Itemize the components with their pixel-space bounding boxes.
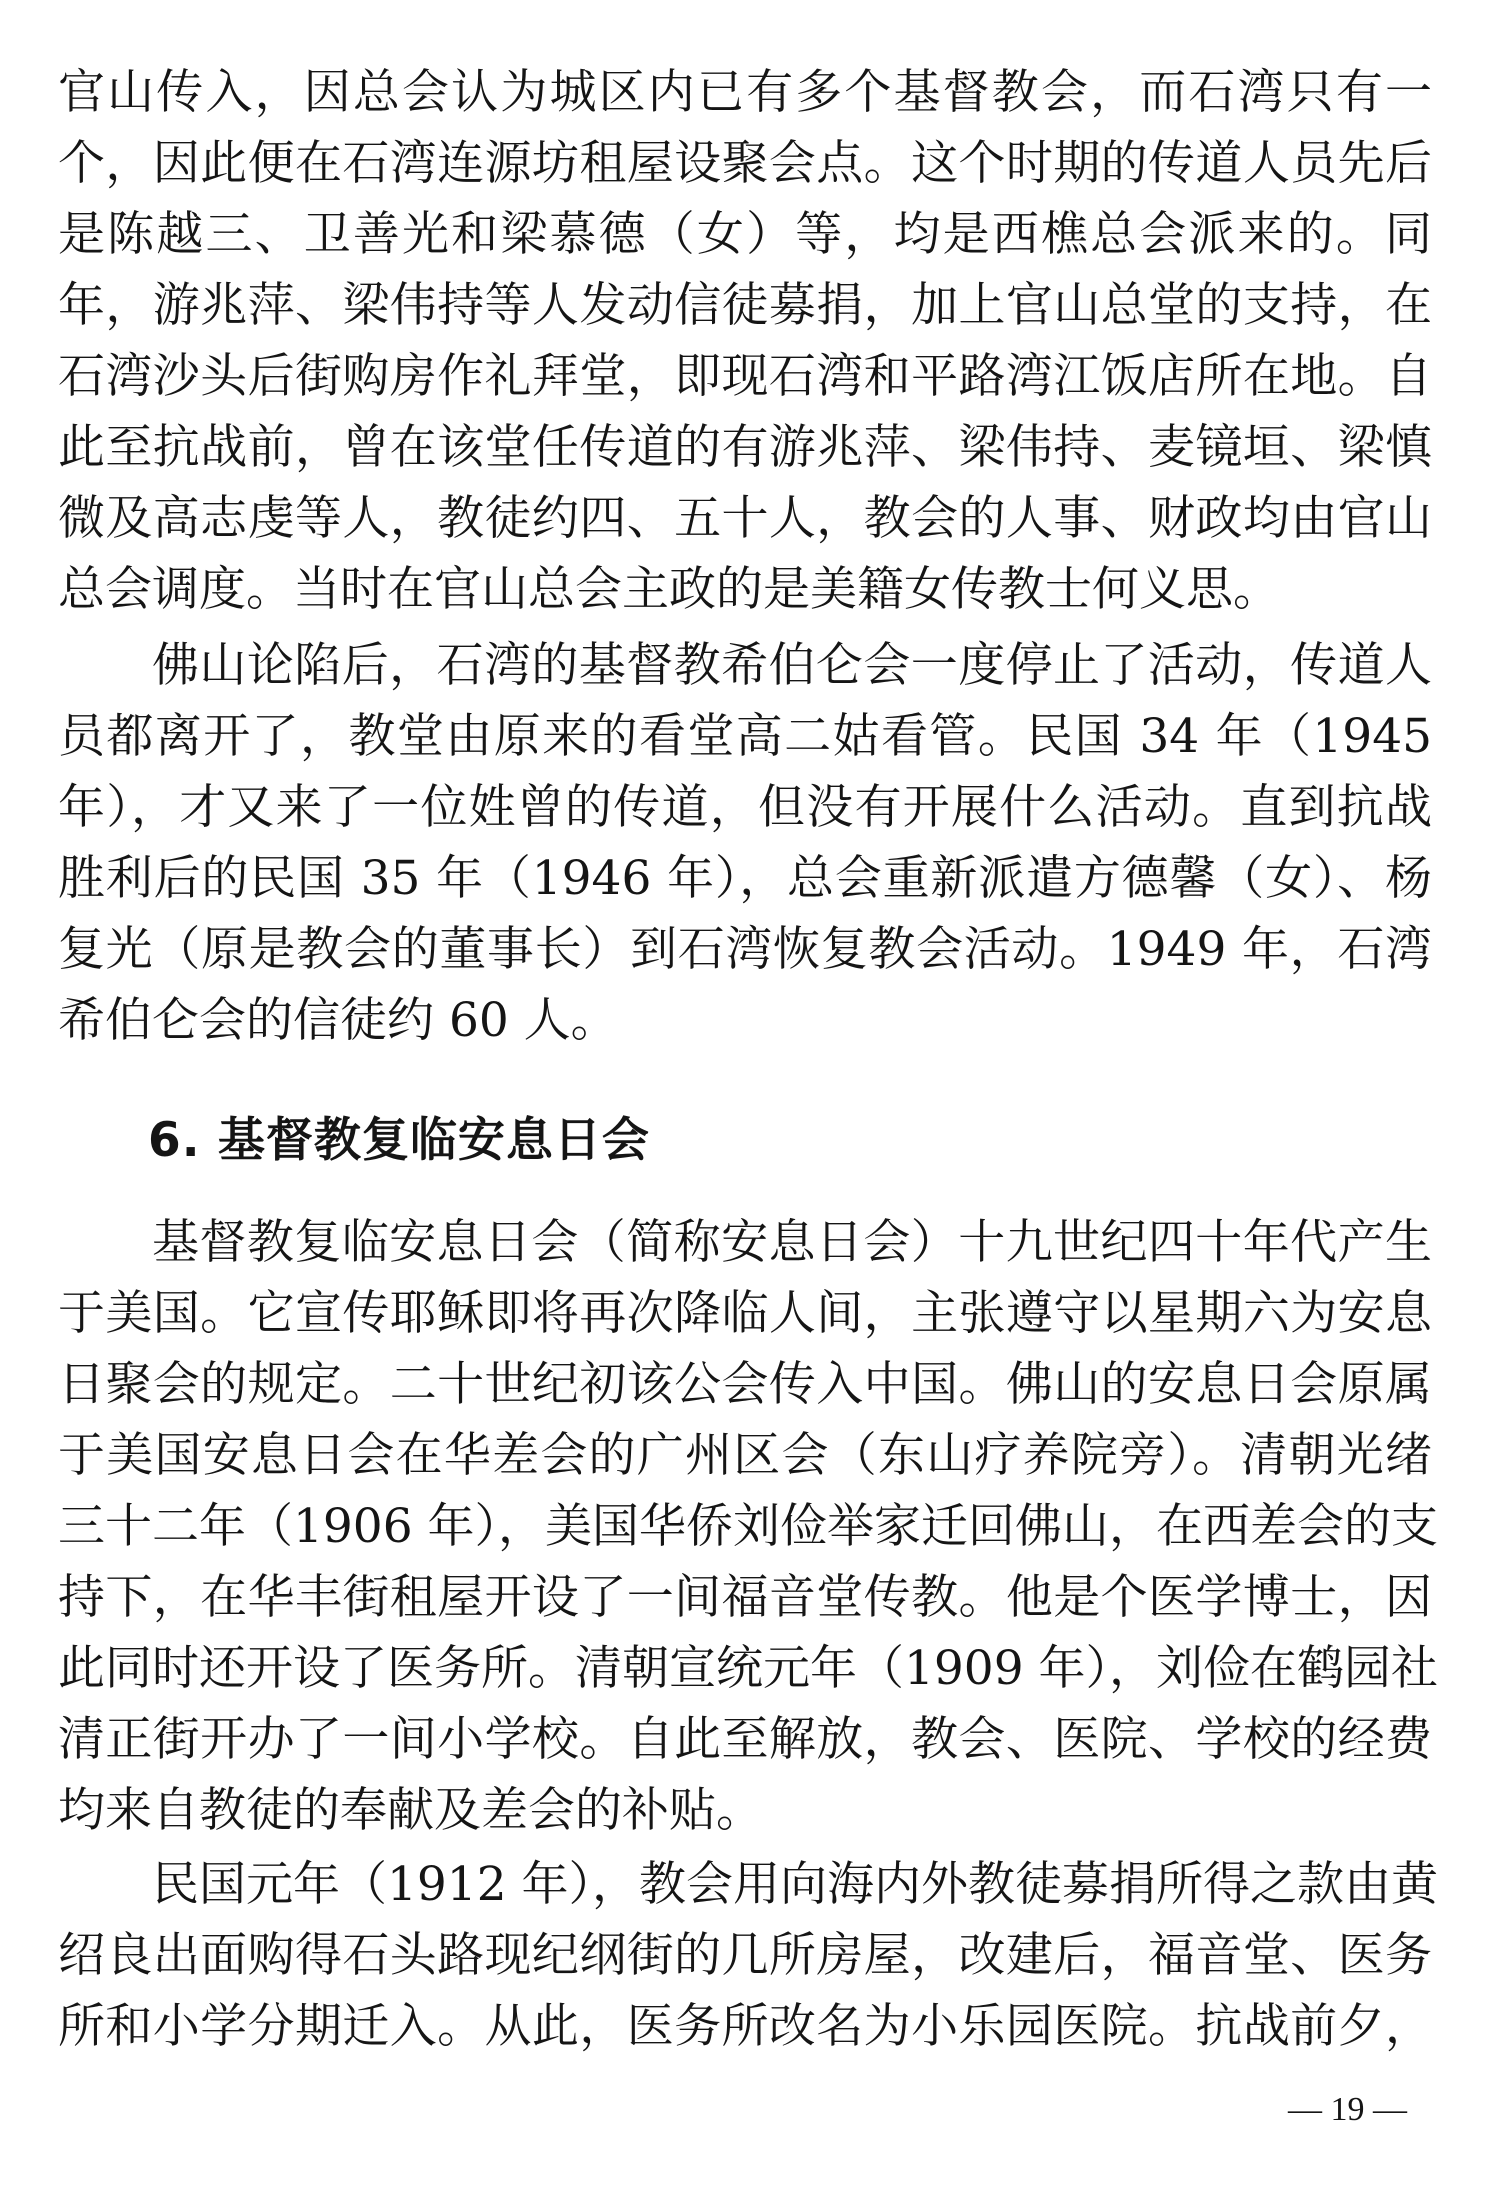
text-line: 微及高志虔等人，教徒约四、五十人，教会的人事、财政均由官山 — [58, 491, 1432, 546]
text-line: 年），才又来了一位姓曾的传道，但没有开展什么活动。直到抗战 — [58, 780, 1432, 835]
text-line: 基督教复临安息日会（简称安息日会）十九世纪四十年代产生 — [152, 1215, 1432, 1270]
text-line: 希伯仑会的信徒约 60 人。 — [58, 993, 618, 1048]
text-line: 是陈越三、卫善光和梁慕德（女）等，均是西樵总会派来的。同 — [58, 207, 1432, 262]
text-line: 此至抗战前，曾在该堂任传道的有游兆萍、梁伟持、麦镜垣、梁慎 — [58, 420, 1432, 475]
text-line: 持下，在华丰街租屋开设了一间福音堂传教。他是个医学博士，因 — [58, 1570, 1432, 1625]
text-line: 绍良出面购得石头路现纪纲街的几所房屋，改建后，福音堂、医务 — [58, 1928, 1432, 1983]
text-line: 胜利后的民国 35 年（1946 年），总会重新派遣方德馨（女）、杨 — [58, 851, 1432, 906]
section-heading: 6. 基督教复临安息日会 — [148, 1113, 650, 1168]
text-line: 民国元年（1912 年），教会用向海内外教徒募捐所得之款由黄 — [152, 1857, 1439, 1912]
text-line: 佛山论陷后，石湾的基督教希伯仑会一度停止了活动，传道人 — [152, 638, 1432, 693]
text-line: 三十二年（1906 年），美国华侨刘俭举家迁回佛山，在西差会的支 — [58, 1499, 1439, 1554]
text-line: 复光（原是教会的董事长）到石湾恢复教会活动。1949 年，石湾 — [58, 922, 1432, 977]
text-line: 清正街开办了一间小学校。自此至解放，教会、医院、学校的经费 — [58, 1712, 1432, 1767]
text-line: 于美国安息日会在华差会的广州区会（东山疗养院旁）。清朝光绪 — [58, 1428, 1432, 1483]
text-line: 总会调度。当时在官山总会主政的是美籍女传教士何义思。 — [58, 562, 1280, 617]
text-line: 日聚会的规定。二十世纪初该公会传入中国。佛山的安息日会原属 — [58, 1357, 1432, 1412]
text-line: 员都离开了，教堂由原来的看堂高二姑看管。民国 34 年（1945 — [58, 709, 1432, 764]
text-line: 所和小学分期迁入。从此，医务所改名为小乐园医院。抗战前夕， — [58, 1999, 1432, 2054]
text-line: 此同时还开设了医务所。清朝宣统元年（1909 年），刘俭在鹤园社 — [58, 1641, 1439, 1696]
page-number: — 19 — — [1288, 2091, 1407, 2128]
text-line: 个，因此便在石湾连源坊租屋设聚会点。这个时期的传道人员先后 — [58, 136, 1432, 191]
text-line: 年，游兆萍、梁伟持等人发动信徒募捐，加上官山总堂的支持，在 — [58, 278, 1432, 333]
text-line: 官山传入，因总会认为城区内已有多个基督教会，而石湾只有一 — [58, 65, 1432, 120]
text-line: 石湾沙头后街购房作礼拜堂，即现石湾和平路湾江饭店所在地。自 — [58, 349, 1432, 404]
text-line: 于美国。它宣传耶稣即将再次降临人间，主张遵守以星期六为安息 — [58, 1286, 1432, 1341]
text-line: 均来自教徒的奉献及差会的补贴。 — [58, 1783, 763, 1838]
